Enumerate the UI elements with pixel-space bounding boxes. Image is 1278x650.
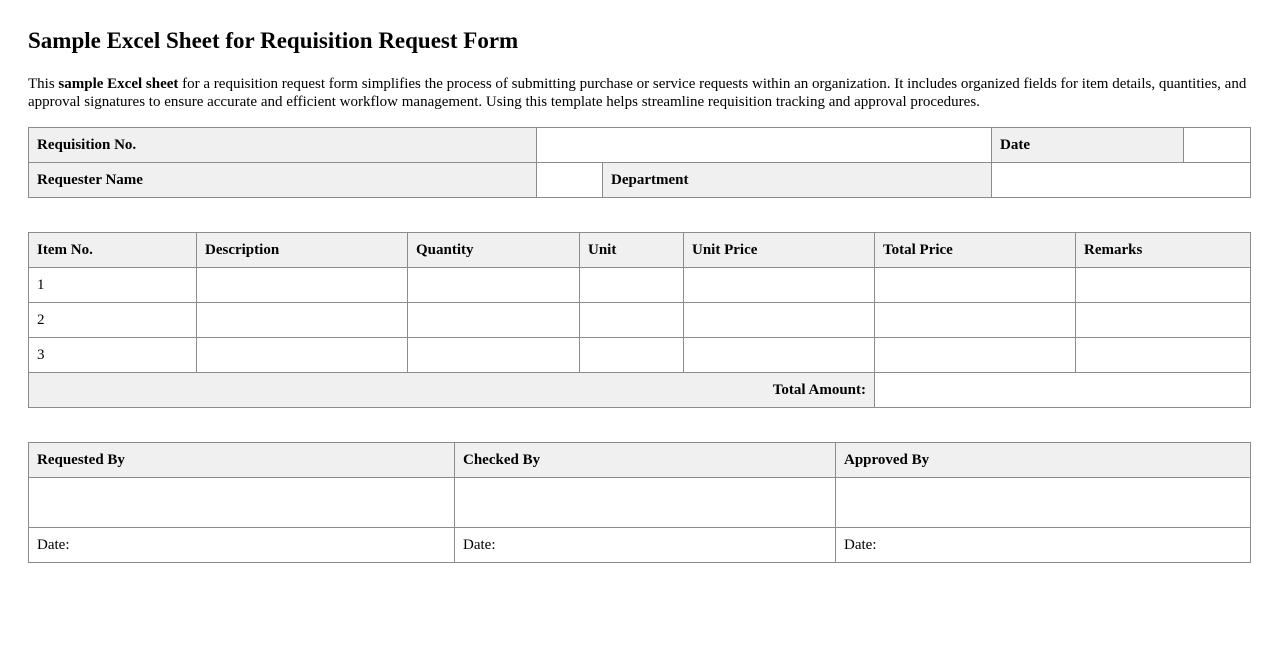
remarks-cell[interactable] [1076,338,1251,373]
item-no-cell: 2 [29,303,197,338]
total-price-cell[interactable] [875,338,1076,373]
table-row [29,303,1251,338]
unit-cell[interactable] [580,338,684,373]
header-unit-price: Unit Price [684,233,875,268]
department-label: Department [603,163,992,198]
signatures-header-row [29,443,1251,478]
intro-suffix: for a requisition request form simplifies the process of submitting purchase or service requests within an organization. It includes organized fields for item details, quantities, and approval signatures to ensure accurate and efficient workflow management. Using this template helps streamline requisition tracking and approval procedures. [28,76,1247,110]
quantity-cell[interactable] [408,303,580,338]
unit-cell[interactable] [580,303,684,338]
signatures-table [28,442,1251,563]
date-field[interactable] [1184,128,1251,163]
unit-cell[interactable] [580,268,684,303]
intro-paragraph [28,75,1250,111]
description-cell[interactable] [197,268,408,303]
page-title: Sample Excel Sheet for Requisition Request Form [28,28,519,53]
header-description: Description [197,233,408,268]
department-field[interactable] [992,163,1251,198]
signature-date-row [29,528,1251,563]
header-quantity: Quantity [408,233,580,268]
items-table [28,232,1251,408]
info-row-2 [29,163,1251,198]
requisition-no-label: Requisition No. [29,128,537,163]
total-price-cell[interactable] [875,268,1076,303]
header-total-price: Total Price [875,233,1076,268]
quantity-cell[interactable] [408,268,580,303]
table-row [29,338,1251,373]
intro-prefix: This [28,76,59,92]
total-amount-label: Total Amount: [29,373,875,408]
remarks-cell[interactable] [1076,303,1251,338]
requested-by-date-field[interactable]: Date: [29,528,455,563]
checked-by-signature-field[interactable] [455,478,836,528]
items-header-row [29,233,1251,268]
approved-by-signature-field[interactable] [836,478,1251,528]
unit-price-cell[interactable] [684,303,875,338]
total-row [29,373,1251,408]
header-item-no: Item No. [29,233,197,268]
approved-by-date-field[interactable]: Date: [836,528,1251,563]
description-cell[interactable] [197,303,408,338]
item-no-cell: 1 [29,268,197,303]
unit-price-cell[interactable] [684,338,875,373]
remarks-cell[interactable] [1076,268,1251,303]
quantity-cell[interactable] [408,338,580,373]
unit-price-cell[interactable] [684,268,875,303]
intro-bold: sample Excel sheet [58,76,179,92]
info-row-1 [29,128,1251,163]
description-cell[interactable] [197,338,408,373]
table-row [29,268,1251,303]
requisition-info-table [28,127,1251,198]
requested-by-signature-field[interactable] [29,478,455,528]
date-label: Date [992,128,1184,163]
requested-by-label: Requested By [29,443,455,478]
item-no-cell: 3 [29,338,197,373]
requisition-no-field[interactable] [537,128,992,163]
requester-name-field[interactable] [537,163,603,198]
approved-by-label: Approved By [836,443,1251,478]
checked-by-label: Checked By [455,443,836,478]
requester-name-label: Requester Name [29,163,537,198]
header-remarks: Remarks [1076,233,1251,268]
checked-by-date-field[interactable]: Date: [455,528,836,563]
signature-row [29,478,1251,528]
total-amount-field[interactable] [875,373,1251,408]
header-unit: Unit [580,233,684,268]
total-price-cell[interactable] [875,303,1076,338]
